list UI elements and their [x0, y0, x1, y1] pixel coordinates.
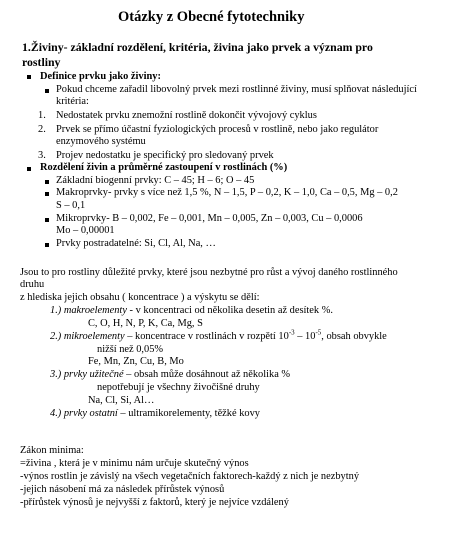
division-item-cont: Mo – 0,00001	[56, 225, 115, 236]
division-item: Prvky postradatelné: Si, Cl, Al, Na, …	[56, 238, 216, 249]
criterion-number: 2.	[38, 124, 46, 135]
division-item: Makroprvky- prvky s více než 1,5 %, N – 1,5, P – 0,2, K – 1,0, Ca – 0,5, Mg – 0,2	[56, 187, 398, 198]
division-item: Základní biogenní prvky: C – 45; H – 6; O – 45	[56, 175, 255, 186]
exponent: -3	[288, 328, 295, 337]
group-label: 4.) prvky ostatní	[50, 408, 118, 419]
bullet-square-icon	[27, 167, 31, 171]
group-elements: Na, Cl, Si, Al…	[88, 395, 155, 406]
minimum-law-label: Zákon minima:	[20, 445, 84, 456]
division-label: Rozdělení živin a průměrné zastoupení v rostlinách (%)	[40, 162, 288, 173]
section-heading-line1: 1.Živiny- základní rozdělení, kritéria, živina jako prvek a význam pro	[22, 40, 373, 54]
minimum-law-line: -jejich násobení má za následek přírůstek výnosů	[20, 484, 225, 495]
bullet-square-icon	[45, 180, 49, 184]
group-macroelements	[50, 305, 333, 317]
bullet-square-icon	[45, 192, 49, 196]
group-useful-elements	[50, 369, 290, 381]
document-title: Otázky z Obecné fytotechniky	[118, 9, 305, 25]
division-item-cont: S – 0,1	[56, 200, 86, 211]
group-text: - v koncentraci od několika desetin až desítek %.	[126, 305, 333, 316]
definition-condition-line2: kritéria:	[56, 96, 89, 107]
definition-condition-line1: Pokud chceme zařadil libovolný prvek mezi rostlinné živiny, musí splňovat následující	[56, 84, 417, 95]
group-label: 1.) makroelementy	[50, 305, 127, 316]
group-text-mid: – 10	[294, 331, 316, 342]
group-text: – obsah může dosáhnout až několika %	[123, 369, 291, 380]
group-elements: Fe, Mn, Zn, Cu, B, Mo	[88, 356, 184, 367]
criterion-number: 3.	[38, 150, 46, 161]
group-text-end: , obsah obvykle	[321, 331, 387, 342]
section-heading-line2: rostliny	[22, 55, 61, 69]
minimum-law-line: -výnos rostlin je závislý na všech vegetačních faktorech-každý z nich je nezbytný	[20, 471, 360, 482]
definition-label: Definice prvku jako živiny:	[40, 71, 161, 82]
bullet-square-icon	[27, 75, 31, 79]
criterion-text: Projev nedostatku je specifický pro sledovaný prvek	[56, 150, 274, 161]
group-elements: C, O, H, N, P, K, Ca, Mg, S	[88, 318, 203, 329]
bullet-square-icon	[45, 243, 49, 247]
intro-line1: Jsou to pro rostliny důležité prvky, které jsou nezbytné pro růst a vývoj daného rostlinného	[20, 267, 398, 278]
criterion-text: Nedostatek prvku znemožní rostlině dokončit vývojový cyklus	[56, 110, 317, 121]
group-label: 3.) prvky užitečné	[50, 369, 124, 380]
group-other-elements	[50, 408, 260, 420]
bullet-square-icon	[45, 218, 49, 222]
division-item: Mikroprvky- B – 0,002, Fe – 0,001, Mn – 0,005, Zn – 0,003, Cu – 0,0006	[56, 213, 363, 224]
group-text-cont: nižší než 0,05%	[97, 344, 164, 355]
bullet-square-icon	[45, 89, 49, 93]
group-label: 2.) mikroelementy	[50, 331, 125, 342]
group-microelements	[50, 328, 387, 343]
minimum-law-line: -přírůstek výnosů je nejvyšší z faktorů, který je nejvíce vzdálený	[20, 497, 289, 508]
group-text: – koncentrace v rostlinách v rozpětí 10	[124, 331, 289, 342]
intro-line3: z hlediska jejich obsahu ( koncentrace ) a výskytu se dělí:	[20, 292, 260, 303]
criterion-text: Prvek se přímo účastní fyziologických procesů v rostlině, nebo jako regulátor	[56, 124, 379, 135]
criterion-text-cont: enzymového systému	[56, 136, 146, 147]
group-text-cont: nepotřebují je všechny živočišné druhy	[97, 382, 260, 393]
minimum-law-line: =živina , která je v minimu nám určuje skutečný výnos	[20, 458, 249, 469]
intro-line2: druhu	[20, 279, 45, 290]
exponent: -5	[315, 328, 322, 337]
criterion-number: 1.	[38, 110, 46, 121]
group-text: – ultramikorelementy, těžké kovy	[117, 408, 260, 419]
